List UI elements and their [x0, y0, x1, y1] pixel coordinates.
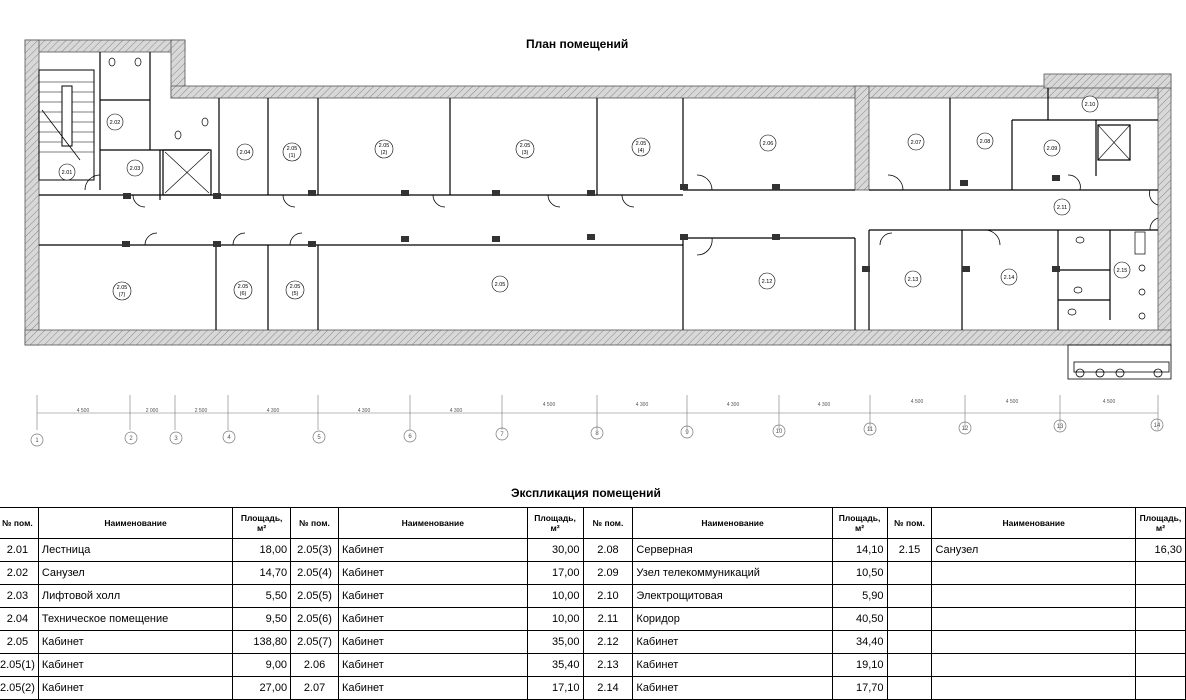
- room-number-cell: 2.09: [583, 562, 633, 585]
- room-label-2-02: 2.02: [109, 120, 121, 126]
- room-label-2-05-4: 2.05: [635, 141, 647, 147]
- col-header-num: № пом.: [0, 508, 38, 539]
- room-number-cell: 2.01: [0, 539, 38, 562]
- room-number-cell: [887, 585, 932, 608]
- table-row: [0, 631, 1186, 654]
- col-header-name: Наименование: [338, 508, 527, 539]
- room-label-2-05: 2.05: [494, 282, 506, 288]
- room-number-cell: 2.02: [0, 562, 38, 585]
- room-name-cell: Кабинет: [633, 631, 832, 654]
- room-area-cell: 9,50: [233, 608, 291, 631]
- room-number-cell: 2.05(4): [291, 562, 339, 585]
- axis-label: 1: [35, 438, 39, 444]
- svg-text:(4): (4): [637, 148, 645, 154]
- room-name-cell: [932, 654, 1135, 677]
- room-name-cell: [932, 585, 1135, 608]
- room-label-2-05-6: 2.05: [237, 284, 249, 290]
- room-name-cell: Кабинет: [338, 654, 527, 677]
- room-label-2-05-5: 2.05: [289, 284, 301, 290]
- room-name-cell: Узел телекоммуникаций: [633, 562, 832, 585]
- col-header-area: Площадь, м²: [233, 508, 291, 539]
- balcony: [1068, 345, 1171, 379]
- room-area-cell: [1135, 677, 1185, 700]
- axis-label: 14: [1153, 423, 1161, 429]
- dim-label: 4 500: [1005, 399, 1019, 405]
- plan-title: План помещений: [526, 37, 629, 51]
- room-name-cell: Кабинет: [338, 585, 527, 608]
- room-number-cell: [887, 654, 932, 677]
- room-name-cell: [932, 562, 1135, 585]
- axis-label: 4: [227, 435, 231, 441]
- room-area-cell: [1135, 585, 1185, 608]
- room-area-cell: 10,00: [527, 608, 583, 631]
- room-area-cell: 14,70: [233, 562, 291, 585]
- svg-text:(6): (6): [239, 291, 247, 297]
- room-area-cell: 40,50: [832, 608, 887, 631]
- room-area-cell: 9,00: [233, 654, 291, 677]
- col-header-name: Наименование: [38, 508, 232, 539]
- room-name-cell: Кабинет: [338, 677, 527, 700]
- room-area-cell: 35,40: [527, 654, 583, 677]
- dim-label: 2 500: [194, 408, 208, 414]
- dim-label: 4 300: [266, 408, 280, 414]
- room-name-cell: Электрощитовая: [633, 585, 832, 608]
- room-name-cell: [932, 677, 1135, 700]
- table-row: [0, 654, 1186, 677]
- axis-label: 13: [1056, 424, 1064, 430]
- room-label-2-11: 2.11: [1056, 205, 1068, 211]
- col-header-num: № пом.: [583, 508, 633, 539]
- room-name-cell: Кабинет: [338, 539, 527, 562]
- room-number-cell: [887, 608, 932, 631]
- axis-label: 6: [408, 434, 412, 440]
- room-number-cell: 2.06: [291, 654, 339, 677]
- col-header-area: Площадь, м²: [527, 508, 583, 539]
- table-row: [0, 677, 1186, 700]
- col-header-num: № пом.: [291, 508, 339, 539]
- svg-text:(5): (5): [291, 291, 299, 297]
- room-number-cell: [887, 631, 932, 654]
- col-header-num: № пом.: [887, 508, 932, 539]
- dim-label: 4 500: [76, 408, 90, 414]
- room-area-cell: 10,00: [527, 585, 583, 608]
- room-area-cell: 34,40: [832, 631, 887, 654]
- room-number-cell: [887, 677, 932, 700]
- room-name-cell: Кабинет: [633, 654, 832, 677]
- room-number-cell: 2.13: [583, 654, 633, 677]
- room-name-cell: Серверная: [633, 539, 832, 562]
- room-label-2-13: 2.13: [907, 277, 919, 283]
- svg-text:(2): (2): [380, 150, 388, 156]
- svg-text:(3): (3): [521, 150, 529, 156]
- room-name-cell: [932, 631, 1135, 654]
- table-body: [0, 539, 1186, 700]
- room-number-cell: 2.10: [583, 585, 633, 608]
- room-name-cell: Кабинет: [338, 608, 527, 631]
- room-name-cell: [932, 608, 1135, 631]
- room-name-cell: Коридор: [633, 608, 832, 631]
- room-area-cell: 17,10: [527, 677, 583, 700]
- room-label-2-05-2: 2.05: [378, 143, 390, 149]
- room-number-cell: [887, 562, 932, 585]
- table-header-row: [0, 508, 1186, 539]
- dim-label: 4 300: [449, 408, 463, 414]
- room-label-2-12: 2.12: [761, 279, 773, 285]
- room-label-2-04: 2.04: [239, 150, 251, 156]
- explication-table-wrap: [0, 507, 1186, 700]
- room-area-cell: 27,00: [233, 677, 291, 700]
- room-name-cell: Кабинет: [338, 562, 527, 585]
- room-name-cell: Кабинет: [38, 677, 232, 700]
- axis-label: 11: [866, 427, 874, 433]
- explication-table: [0, 507, 1186, 700]
- dim-label: 4 500: [910, 399, 924, 405]
- room-label-2-05-1: 2.05: [286, 146, 298, 152]
- room-area-cell: 19,10: [832, 654, 887, 677]
- table-row: [0, 539, 1186, 562]
- room-number-cell: 2.03: [0, 585, 38, 608]
- room-number-cell: 2.05: [0, 631, 38, 654]
- dimension-labels: [77, 399, 1116, 414]
- room-name-cell: Кабинет: [633, 677, 832, 700]
- table-row: [0, 562, 1186, 585]
- room-area-cell: 35,00: [527, 631, 583, 654]
- room-area-cell: 138,80: [233, 631, 291, 654]
- room-number-cell: 2.05(1): [0, 654, 38, 677]
- room-name-cell: Санузел: [38, 562, 232, 585]
- axis-label: 5: [317, 435, 321, 441]
- dim-label: 2 000: [145, 408, 159, 414]
- room-number-cell: 2.08: [583, 539, 633, 562]
- room-number-cell: 2.12: [583, 631, 633, 654]
- room-name-cell: Лестница: [38, 539, 232, 562]
- room-area-cell: 17,00: [527, 562, 583, 585]
- room-area-cell: [1135, 654, 1185, 677]
- svg-text:(1): (1): [288, 153, 296, 159]
- room-name-cell: Кабинет: [38, 631, 232, 654]
- room-number-cell: 2.05(2): [0, 677, 38, 700]
- col-header-area: Площадь, м²: [1135, 508, 1185, 539]
- col-header-name: Наименование: [932, 508, 1135, 539]
- room-label-2-05-7: 2.05: [116, 285, 128, 291]
- room-label-2-10: 2.10: [1084, 102, 1096, 108]
- room-name-cell: Лифтовой холл: [38, 585, 232, 608]
- room-area-cell: 30,00: [527, 539, 583, 562]
- room-label-2-09: 2.09: [1046, 146, 1058, 152]
- outer-walls: [25, 40, 1171, 345]
- room-area-cell: 10,50: [832, 562, 887, 585]
- table-row: [0, 585, 1186, 608]
- room-number-cell: 2.05(6): [291, 608, 339, 631]
- room-label-2-05-3: 2.05: [519, 143, 531, 149]
- room-area-cell: 5,90: [832, 585, 887, 608]
- axis-label: 10: [775, 429, 783, 435]
- axis-label: 12: [961, 426, 969, 432]
- room-area-cell: [1135, 631, 1185, 654]
- table-row: [0, 608, 1186, 631]
- axis-label: 3: [174, 436, 178, 442]
- room-name-cell: Санузел: [932, 539, 1135, 562]
- room-name-cell: Кабинет: [338, 631, 527, 654]
- room-number-cell: 2.14: [583, 677, 633, 700]
- room-number-cell: 2.04: [0, 608, 38, 631]
- table-title: Экспликация помещений: [511, 486, 661, 500]
- room-label-2-07: 2.07: [910, 140, 922, 146]
- staircase: [39, 70, 94, 180]
- door-swings: [85, 175, 1158, 255]
- axis-label: 7: [500, 432, 504, 438]
- room-label-2-03: 2.03: [129, 166, 141, 172]
- room-label-2-06: 2.06: [762, 141, 774, 147]
- room-number-cell: 2.05(7): [291, 631, 339, 654]
- room-number-cell: 2.05(5): [291, 585, 339, 608]
- dim-label: 4 300: [726, 402, 740, 408]
- axis-label: 8: [595, 431, 599, 437]
- room-area-cell: 18,00: [233, 539, 291, 562]
- room-label-2-01: 2.01: [61, 170, 73, 176]
- dim-label: 4 300: [817, 402, 831, 408]
- room-number-cell: 2.05(3): [291, 539, 339, 562]
- dim-label: 4 500: [1102, 399, 1116, 405]
- room-number-cell: 2.07: [291, 677, 339, 700]
- room-area-cell: 17,70: [832, 677, 887, 700]
- room-label-2-08: 2.08: [979, 139, 991, 145]
- room-area-cell: 16,30: [1135, 539, 1185, 562]
- dim-label: 4 500: [542, 402, 556, 408]
- room-area-cell: [1135, 562, 1185, 585]
- room-area-cell: 5,50: [233, 585, 291, 608]
- room-name-cell: Техническое помещение: [38, 608, 232, 631]
- room-label-2-14: 2.14: [1003, 275, 1015, 281]
- room-area-cell: 14,10: [832, 539, 887, 562]
- dim-label: 4 300: [635, 402, 649, 408]
- dim-label: 4 300: [357, 408, 371, 414]
- room-number-cell: 2.15: [887, 539, 932, 562]
- col-header-area: Площадь, м²: [832, 508, 887, 539]
- room-number-cell: 2.11: [583, 608, 633, 631]
- axis-label: 2: [129, 436, 133, 442]
- room-area-cell: [1135, 608, 1185, 631]
- room-label-2-15: 2.15: [1116, 268, 1128, 274]
- axis-label: 9: [685, 430, 689, 436]
- svg-text:(7): (7): [118, 292, 126, 298]
- room-name-cell: Кабинет: [38, 654, 232, 677]
- col-header-name: Наименование: [633, 508, 832, 539]
